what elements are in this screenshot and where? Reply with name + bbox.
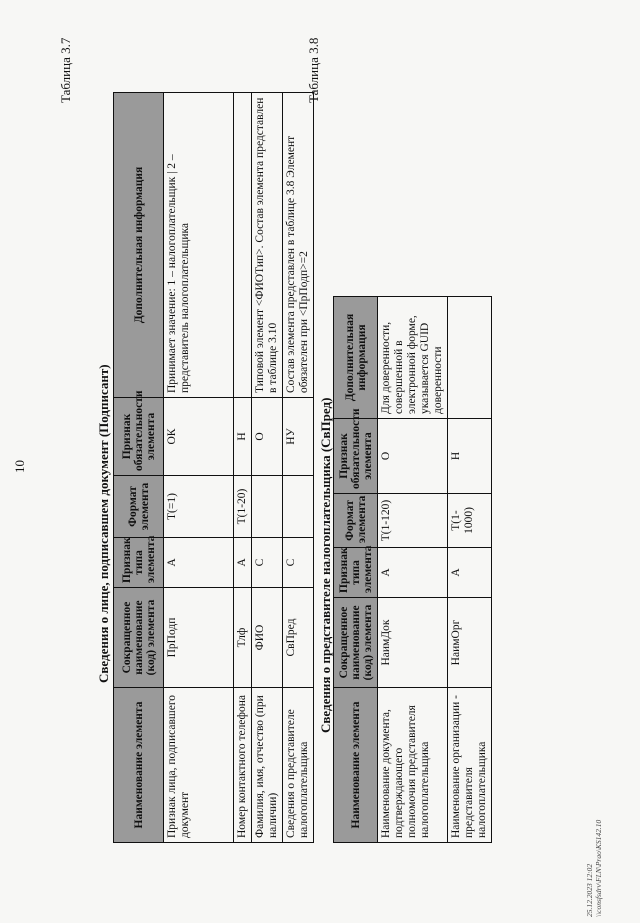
column-header: Признак обязательности элемента bbox=[114, 398, 164, 476]
table-cell: С bbox=[283, 538, 314, 588]
column-header: Формат элемента bbox=[114, 476, 164, 538]
table-header-row bbox=[334, 297, 378, 843]
table-cell: СвПред bbox=[283, 588, 314, 688]
table-signatory bbox=[113, 92, 314, 843]
column-header: Признак типа элемента bbox=[114, 538, 164, 588]
table-cell bbox=[234, 93, 252, 398]
table-cell: А bbox=[448, 548, 492, 598]
table-cell: Принимает значение: 1 – налогоплательщик | 2 – представитель налогоплательщика bbox=[164, 93, 234, 398]
table-cell: А bbox=[378, 548, 448, 598]
table-cell: А bbox=[234, 538, 252, 588]
table-cell: Наименование организации - представителя налогоплательщика bbox=[448, 688, 492, 843]
table-row bbox=[448, 297, 492, 843]
column-header: Дополнительная информация bbox=[334, 297, 378, 419]
table-cell: Т(1-20) bbox=[234, 476, 252, 538]
table-row bbox=[283, 93, 314, 843]
table-cell: Признак лица, подписавшего документ bbox=[164, 688, 234, 843]
page-number: 10 bbox=[12, 460, 27, 473]
column-header: Наименование элемента bbox=[114, 688, 164, 843]
table-cell: Для доверенности, совершенной в электронной форме, указывается GUID доверенности bbox=[378, 297, 448, 419]
table-cell bbox=[448, 297, 492, 419]
table-row bbox=[234, 93, 252, 843]
table-cell: Сведения о представителе налогоплательщика bbox=[283, 688, 314, 843]
table-cell: НаимДок bbox=[378, 598, 448, 688]
table-representative bbox=[333, 296, 492, 843]
column-header: Сокращенное наименование (код) элемента bbox=[334, 598, 378, 688]
table-cell: А bbox=[164, 538, 234, 588]
table-row bbox=[378, 297, 448, 843]
table-cell: НаимОрг bbox=[448, 598, 492, 688]
table-label: Таблица 3.8 bbox=[306, 37, 321, 103]
table-cell: Состав элемента представлен в таблице 3.8 Элемент обязателен при <ПрПодп>=2 bbox=[283, 93, 314, 398]
table-cell: Т(=1) bbox=[164, 476, 234, 538]
table-cell: Наименование документа, подтверждающего полномочия представителя налогоплательщика bbox=[378, 688, 448, 843]
column-header: Признак обязательности элемента bbox=[334, 419, 378, 494]
table-cell: Типовой элемент <ФИОТип>. Состав элемента представлен в таблице 3.10 bbox=[252, 93, 283, 398]
table-cell: Тлф bbox=[234, 588, 252, 688]
table-cell: Н bbox=[448, 419, 492, 494]
footer-timestamp: 25.12.2023 12:02 bbox=[585, 863, 594, 917]
column-header: Признак типа элемента bbox=[334, 548, 378, 598]
table-cell bbox=[283, 476, 314, 538]
column-header: Формат элемента bbox=[334, 494, 378, 548]
table-cell: Т(1-120) bbox=[378, 494, 448, 548]
table-label: Таблица 3.7 bbox=[58, 37, 73, 103]
table-cell: НУ bbox=[283, 398, 314, 476]
table-header-row bbox=[114, 93, 164, 843]
table-caption: Сведения о лице, подписавшем документ (Подписант) bbox=[96, 364, 111, 683]
table-row bbox=[164, 93, 234, 843]
column-header: Сокращенное наименование (код) элемента bbox=[114, 588, 164, 688]
table-cell: ПрПодп bbox=[164, 588, 234, 688]
table-cell: Номер контактного телефона bbox=[234, 688, 252, 843]
table-cell: Фамилия, имя, отчество (при наличии) bbox=[252, 688, 283, 843]
column-header: Наименование элемента bbox=[334, 688, 378, 843]
table-cell: С bbox=[252, 538, 283, 588]
table-cell: О bbox=[252, 398, 283, 476]
table-cell: Т(1-1000) bbox=[448, 494, 492, 548]
table-row bbox=[252, 93, 283, 843]
table-cell: ФИО bbox=[252, 588, 283, 688]
table-cell: ОК bbox=[164, 398, 234, 476]
table-cell bbox=[252, 476, 283, 538]
table-cell: Н bbox=[234, 398, 252, 476]
table-cell: О bbox=[378, 419, 448, 494]
footer-file-path: \\consfsdrv\FLN\Prao\KS142.10 bbox=[594, 819, 603, 917]
column-header: Дополнительная информация bbox=[114, 93, 164, 398]
table-caption: Сведения о представителе налогоплательщика (СвПред) bbox=[318, 397, 333, 733]
